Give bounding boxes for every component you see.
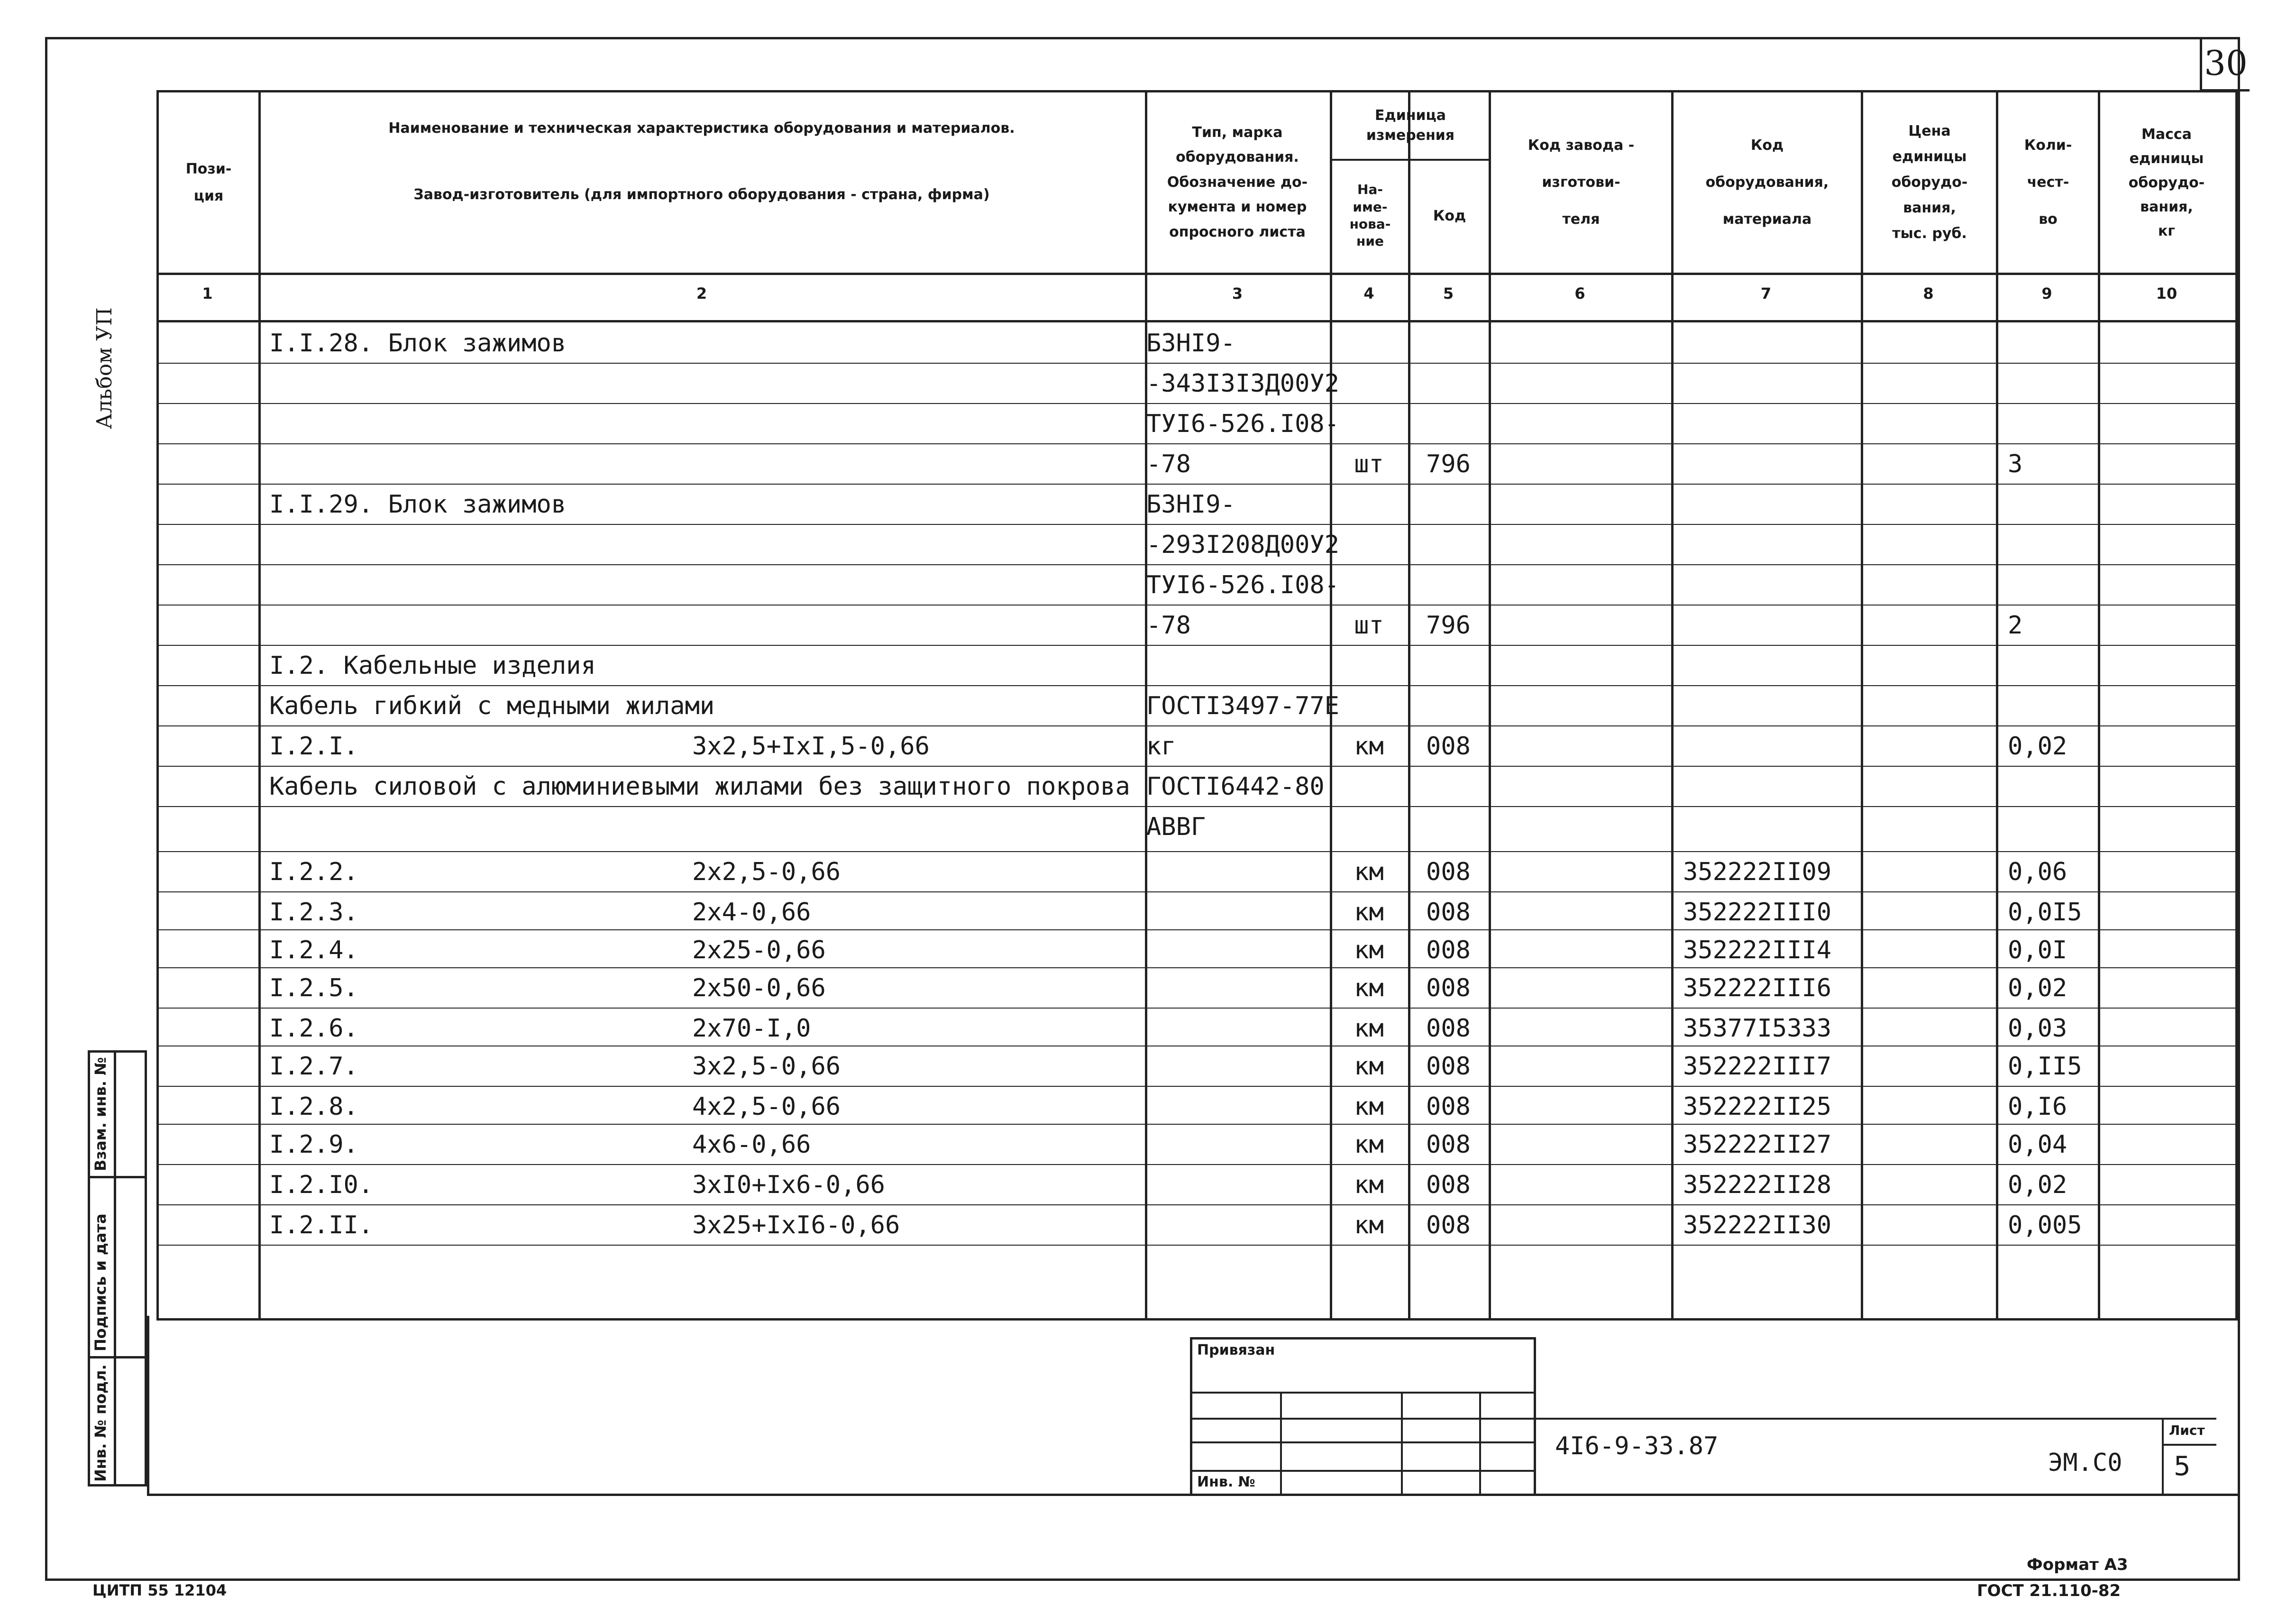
item-quantity: 0,02 xyxy=(2008,974,2067,1002)
item-material-code: 352222III7 xyxy=(1683,1052,1832,1081)
header-factory-code: Код завода - изготови- теля xyxy=(1528,137,1635,228)
item-spec: 3х2,5+IхI,5-0,66 xyxy=(692,732,930,761)
column-number: 3 xyxy=(1232,284,1243,303)
item-name: I.2.II. xyxy=(269,1211,374,1239)
item-name: I.2.6. xyxy=(269,1014,358,1043)
list-rule xyxy=(2162,1444,2216,1446)
item-type: -293I208Д00У2 xyxy=(1146,531,1339,559)
column-number: 4 xyxy=(1363,284,1374,303)
column-rule xyxy=(1861,90,1863,1321)
item-unit-code: 796 xyxy=(1426,611,1471,640)
row-rule xyxy=(156,1204,2235,1205)
column-number: 9 xyxy=(2041,284,2052,303)
margin-label-inventory: Инв. № подл. xyxy=(91,1364,110,1482)
item-type: -78 xyxy=(1146,450,1191,478)
header-quantity: Коли- чест- во xyxy=(2024,137,2072,228)
item-unit: км xyxy=(1354,732,1384,761)
column-number: 6 xyxy=(1574,284,1585,303)
item-unit: км xyxy=(1354,1052,1384,1081)
item-unit: км xyxy=(1354,1211,1384,1239)
item-unit: шт xyxy=(1354,611,1384,640)
item-material-code: 352222III6 xyxy=(1683,974,1832,1002)
stamp-col-2 xyxy=(1401,1392,1403,1496)
item-name: I.I.28. Блок зажимов xyxy=(269,329,567,358)
item-unit-code: 008 xyxy=(1426,732,1471,761)
item-quantity: 0,0I xyxy=(2008,936,2067,964)
table-bottom-rule xyxy=(156,1318,2235,1321)
item-type: -78 xyxy=(1146,611,1191,640)
item-name: I.2.5. xyxy=(269,974,358,1002)
title-rule xyxy=(1536,1418,2216,1420)
item-spec: 2х70-I,0 xyxy=(692,1014,811,1043)
column-number: 5 xyxy=(1443,284,1454,303)
item-unit-code: 008 xyxy=(1426,1052,1471,1081)
item-quantity: 3 xyxy=(2008,450,2023,478)
stamp-rule-3 xyxy=(1190,1441,1536,1443)
item-material-code: 35377I5333 xyxy=(1683,1014,1832,1043)
item-unit: км xyxy=(1354,898,1384,927)
list-label: Лист xyxy=(2169,1422,2205,1438)
item-unit-code: 008 xyxy=(1426,1171,1471,1199)
item-name: I.2.7. xyxy=(269,1052,358,1081)
column-rule xyxy=(258,90,261,1321)
margin-rule-1 xyxy=(88,1176,147,1178)
item-quantity: 0,II5 xyxy=(2008,1052,2082,1081)
item-unit: км xyxy=(1354,858,1384,886)
item-quantity: 0,005 xyxy=(2008,1211,2082,1239)
item-type: ГОСТI3497-77Е xyxy=(1146,692,1339,720)
item-unit-code: 008 xyxy=(1426,1092,1471,1121)
header-material-code: Код оборудования, материала xyxy=(1705,137,1829,228)
header-price: Цена единицы оборудо- вания, тыс. руб. xyxy=(1891,123,1968,242)
item-spec: 2х4-0,66 xyxy=(692,898,811,927)
margin-divider xyxy=(114,1050,116,1486)
column-rule xyxy=(156,90,159,1321)
item-unit-code: 796 xyxy=(1426,450,1471,478)
item-spec: 4х6-0,66 xyxy=(692,1130,811,1159)
item-name: I.2.I0. xyxy=(269,1171,374,1199)
item-unit: км xyxy=(1354,1130,1384,1159)
row-rule xyxy=(156,605,2235,606)
album-label: Альбом УП xyxy=(92,307,117,429)
row-rule xyxy=(156,524,2235,525)
item-name: I.I.29. Блок зажимов xyxy=(269,490,567,519)
row-rule xyxy=(156,403,2235,404)
header-unit: Единица измерения xyxy=(1366,107,1455,144)
header-manufacturer: Завод-изготовитель (для импортного оборудования - страна, фирма) xyxy=(413,186,990,203)
item-unit: км xyxy=(1354,936,1384,964)
item-unit: км xyxy=(1354,1092,1384,1121)
item-unit-code: 008 xyxy=(1426,898,1471,927)
item-type: кг xyxy=(1146,732,1176,761)
row-rule xyxy=(156,484,2235,485)
item-name: I.2.3. xyxy=(269,898,358,927)
item-material-code: 352222III4 xyxy=(1683,936,1832,964)
row-rule xyxy=(156,766,2235,767)
column-number: 8 xyxy=(1923,284,1934,303)
item-unit: км xyxy=(1354,974,1384,1002)
column-number: 7 xyxy=(1760,284,1772,303)
item-unit-code: 008 xyxy=(1426,936,1471,964)
margin-label-replaced: Взам. инв. № xyxy=(91,1057,110,1171)
row-rule xyxy=(156,1086,2235,1087)
row-rule xyxy=(156,645,2235,646)
header-bottom-rule xyxy=(156,273,2235,275)
item-unit: км xyxy=(1354,1014,1384,1043)
item-type: БЗНI9- xyxy=(1146,490,1235,519)
list-number: 5 xyxy=(2174,1451,2191,1482)
item-name: Кабель гибкий с медными жилами xyxy=(269,692,715,720)
item-name: I.2.4. xyxy=(269,936,358,964)
margin-rule-2 xyxy=(88,1356,147,1358)
header-unit-name: На- име- нова- ние xyxy=(1349,182,1391,249)
item-name: I.2.8. xyxy=(269,1092,358,1121)
footer-format: Формат А3 xyxy=(2027,1555,2128,1574)
item-type: -343I3I3Д00У2 xyxy=(1146,369,1339,398)
item-unit: км xyxy=(1354,1171,1384,1199)
header-position: Пози- ция xyxy=(185,161,232,204)
row-rule xyxy=(156,363,2235,364)
row-rule xyxy=(156,1124,2235,1125)
item-quantity: 0,03 xyxy=(2008,1014,2067,1043)
column-number: 10 xyxy=(2156,284,2177,303)
row-rule xyxy=(156,685,2235,686)
item-spec: 3х25+IхI6-0,66 xyxy=(692,1211,900,1239)
sheet-code: ЭМ.С0 xyxy=(2048,1449,2122,1477)
list-divider xyxy=(2162,1418,2164,1496)
item-unit-code: 008 xyxy=(1426,858,1471,886)
item-quantity: 2 xyxy=(2008,611,2023,640)
item-quantity: 0,0I5 xyxy=(2008,898,2082,927)
item-quantity: 0,04 xyxy=(2008,1130,2067,1159)
item-name: I.2.9. xyxy=(269,1130,358,1159)
item-material-code: 352222II27 xyxy=(1683,1130,1832,1159)
item-name: I.2. Кабельные изделия xyxy=(269,651,596,680)
item-material-code: 352222III0 xyxy=(1683,898,1832,927)
row-rule xyxy=(156,564,2235,565)
document-code: 4I6-9-33.87 xyxy=(1555,1432,1719,1460)
item-spec: 3х2,5-0,66 xyxy=(692,1052,841,1081)
item-unit-code: 008 xyxy=(1426,1130,1471,1159)
item-unit-code: 008 xyxy=(1426,1211,1471,1239)
margin-label-signature: Подпись и дата xyxy=(91,1213,110,1351)
footer-left: ЦИТП 55 12104 xyxy=(92,1581,227,1599)
column-rule xyxy=(1996,90,1998,1321)
header-unit-code: Код xyxy=(1433,207,1466,224)
item-type: ГОСТI6442-80 xyxy=(1146,772,1325,801)
stamp-rule-1 xyxy=(1190,1392,1536,1394)
column-rule xyxy=(2098,90,2100,1321)
column-rule xyxy=(1671,90,1674,1321)
unit-subheader-rule xyxy=(1330,159,1489,161)
numbers-bottom-rule xyxy=(156,320,2235,322)
item-name: I.2.I. xyxy=(269,732,358,761)
item-spec: 4х2,5-0,66 xyxy=(692,1092,841,1121)
table-top-rule xyxy=(156,90,2235,92)
row-rule xyxy=(156,1245,2235,1246)
item-unit: шт xyxy=(1354,450,1384,478)
footer-gost: ГОСТ 21.110-82 xyxy=(1977,1581,2121,1600)
item-quantity: 0,I6 xyxy=(2008,1092,2067,1121)
item-spec: 2х50-0,66 xyxy=(692,974,826,1002)
column-number: 2 xyxy=(696,284,707,303)
sheet-number: 30 xyxy=(2200,37,2250,92)
item-spec: 2х25-0,66 xyxy=(692,936,826,964)
item-name: I.2.2. xyxy=(269,858,358,886)
item-unit-code: 008 xyxy=(1426,1014,1471,1043)
item-name: Кабель силовой с алюминиевыми жилами без защитного покрова xyxy=(269,772,1130,801)
item-spec: 3хI0+Iх6-0,66 xyxy=(692,1171,885,1199)
item-quantity: 0,06 xyxy=(2008,858,2067,886)
row-rule xyxy=(156,443,2235,444)
stamp-rule-2 xyxy=(1190,1418,1536,1420)
row-rule xyxy=(156,725,2235,726)
bound-stamp xyxy=(1190,1337,1536,1496)
row-rule xyxy=(156,891,2235,892)
stamp-col-1 xyxy=(1280,1392,1282,1496)
column-rule xyxy=(2235,90,2238,1321)
header-name: Наименование и техническая характеристика оборудования и материалов. xyxy=(388,119,1015,137)
item-material-code: 352222II28 xyxy=(1683,1171,1832,1199)
item-quantity: 0,02 xyxy=(2008,732,2067,761)
header-type: Тип, марка оборудования. Обозначение до- кумента и номер опросного листа xyxy=(1167,124,1308,240)
column-number: 1 xyxy=(202,284,213,303)
inventory-label: Инв. № xyxy=(1197,1474,1255,1490)
item-spec: 2х2,5-0,66 xyxy=(692,858,841,886)
item-type: АВВГ xyxy=(1146,813,1206,841)
bound-label: Привязан xyxy=(1197,1342,1275,1358)
stamp-col-3 xyxy=(1479,1392,1481,1496)
row-rule xyxy=(156,967,2235,968)
item-material-code: 352222II25 xyxy=(1683,1092,1832,1121)
row-rule xyxy=(156,1164,2235,1165)
row-rule xyxy=(156,851,2235,852)
item-material-code: 352222II30 xyxy=(1683,1211,1832,1239)
column-rule xyxy=(1489,90,1491,1321)
lower-left-rule xyxy=(147,1316,149,1496)
item-type: ТУI6-526.I08- xyxy=(1146,571,1339,599)
row-rule xyxy=(156,929,2235,930)
row-rule xyxy=(156,1008,2235,1009)
header-mass: Масса единицы оборудо- вания, кг xyxy=(2128,126,2205,239)
row-rule xyxy=(156,806,2235,807)
item-type: ТУI6-526.I08- xyxy=(1146,410,1339,438)
item-quantity: 0,02 xyxy=(2008,1171,2067,1199)
item-type: БЗНI9- xyxy=(1146,329,1235,358)
stamp-rule-4 xyxy=(1190,1470,1536,1472)
item-unit-code: 008 xyxy=(1426,974,1471,1002)
item-material-code: 352222II09 xyxy=(1683,858,1832,886)
